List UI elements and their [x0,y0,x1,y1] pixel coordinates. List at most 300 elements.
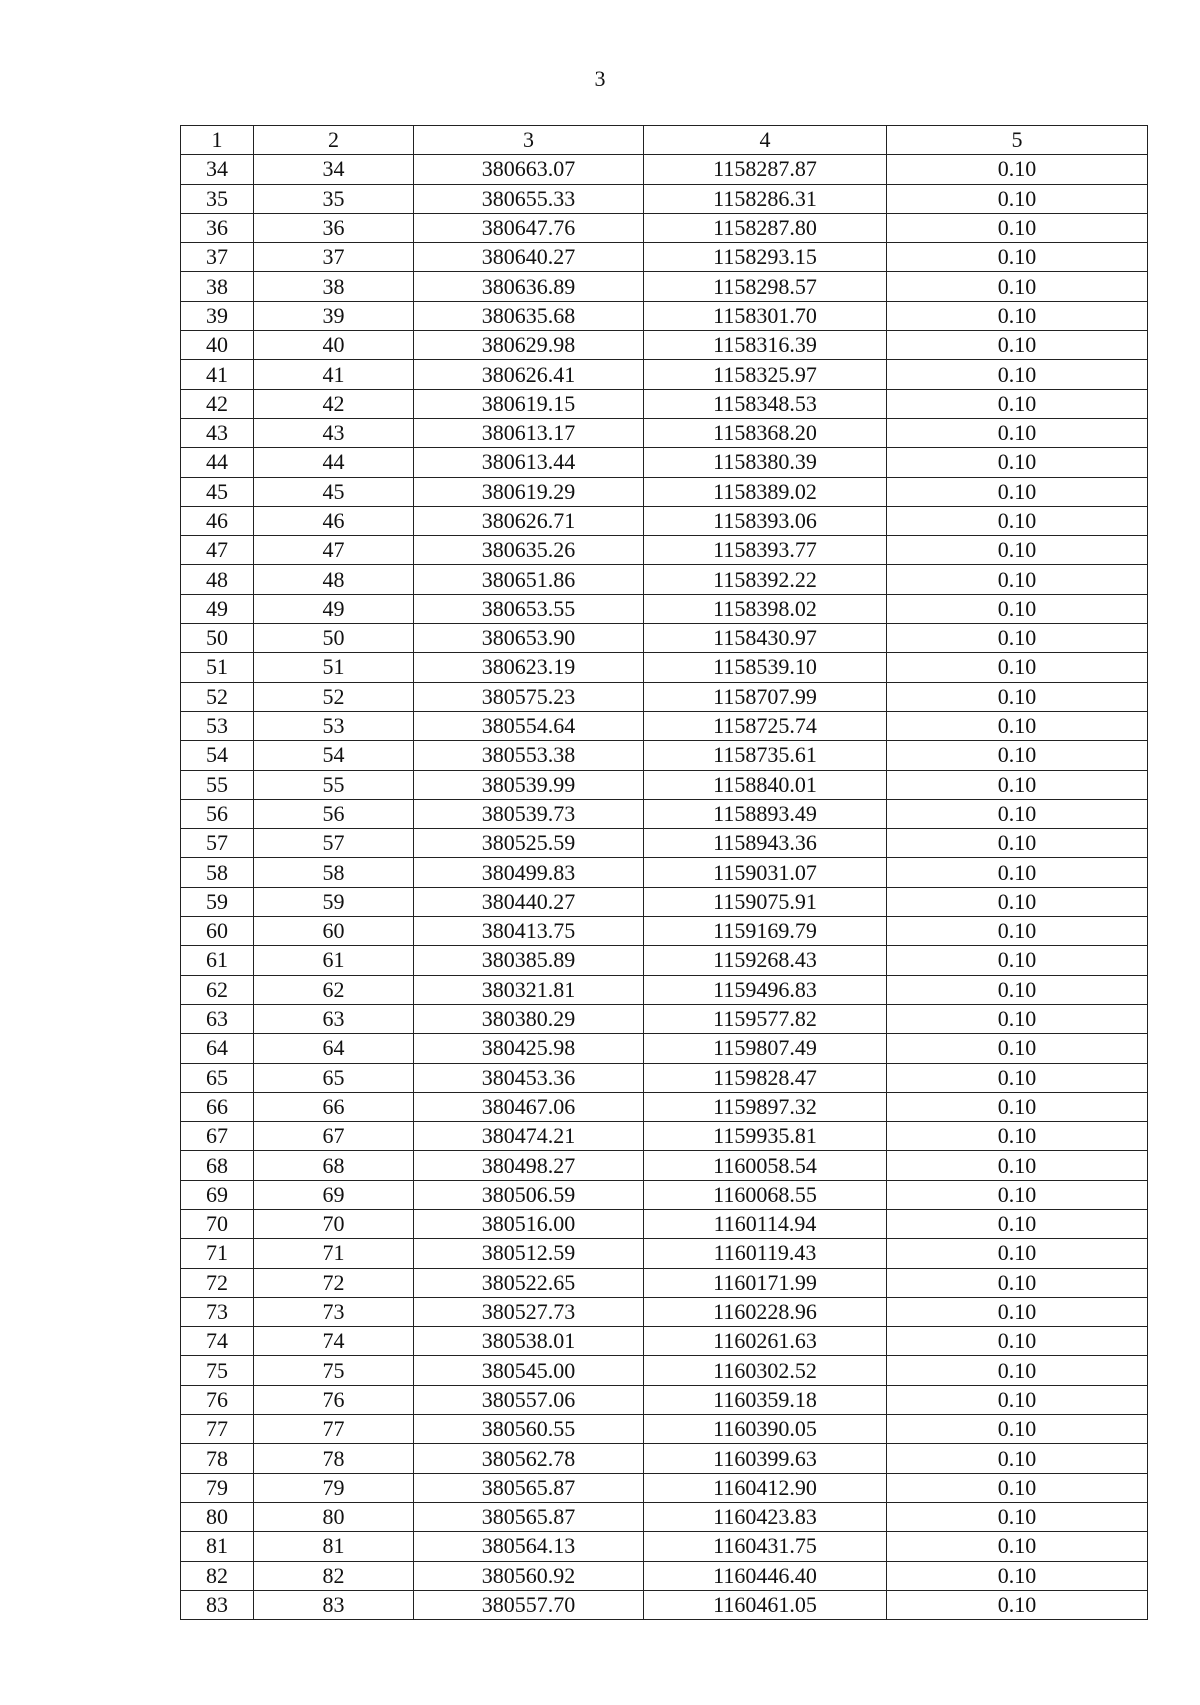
point-number-cell: 67 [181,1122,254,1151]
y-coordinate-cell: 1158725.74 [644,711,887,740]
point-id-cell: 59 [254,887,414,916]
y-coordinate-cell: 1159807.49 [644,1034,887,1063]
accuracy-cell: 0.10 [887,1063,1148,1092]
table-row [181,741,1148,770]
y-coordinate-cell: 1159577.82 [644,1004,887,1033]
x-coordinate-cell: 380636.89 [414,272,644,301]
table-row [181,1444,1148,1473]
point-number-cell: 35 [181,184,254,213]
table-row [181,506,1148,535]
x-coordinate-cell: 380626.41 [414,360,644,389]
point-id-cell: 65 [254,1063,414,1092]
accuracy-cell: 0.10 [887,565,1148,594]
table-row [181,887,1148,916]
y-coordinate-cell: 1160068.55 [644,1180,887,1209]
table-row [181,1151,1148,1180]
point-id-cell: 52 [254,682,414,711]
point-number-cell: 61 [181,946,254,975]
y-coordinate-cell: 1160058.54 [644,1151,887,1180]
accuracy-cell: 0.10 [887,1034,1148,1063]
x-coordinate-cell: 380474.21 [414,1122,644,1151]
accuracy-cell: 0.10 [887,1268,1148,1297]
y-coordinate-cell: 1160228.96 [644,1297,887,1326]
accuracy-cell: 0.10 [887,887,1148,916]
point-id-cell: 54 [254,741,414,770]
header-cell-col-1: 1 [181,126,254,155]
table-row [181,799,1148,828]
accuracy-cell: 0.10 [887,272,1148,301]
point-id-cell: 74 [254,1327,414,1356]
x-coordinate-cell: 380564.13 [414,1532,644,1561]
x-coordinate-cell: 380640.27 [414,243,644,272]
point-number-cell: 54 [181,741,254,770]
point-number-cell: 73 [181,1297,254,1326]
x-coordinate-cell: 380557.06 [414,1385,644,1414]
point-id-cell: 51 [254,653,414,682]
accuracy-cell: 0.10 [887,1004,1148,1033]
y-coordinate-cell: 1158298.57 [644,272,887,301]
point-number-cell: 68 [181,1151,254,1180]
table-row [181,213,1148,242]
point-id-cell: 81 [254,1532,414,1561]
accuracy-cell: 0.10 [887,448,1148,477]
header-cell-col-3: 3 [414,126,644,155]
y-coordinate-cell: 1158707.99 [644,682,887,711]
y-coordinate-cell: 1158392.22 [644,565,887,594]
y-coordinate-cell: 1158943.36 [644,829,887,858]
x-coordinate-cell: 380562.78 [414,1444,644,1473]
point-id-cell: 71 [254,1239,414,1268]
point-number-cell: 50 [181,624,254,653]
accuracy-cell: 0.10 [887,418,1148,447]
accuracy-cell: 0.10 [887,799,1148,828]
table-row [181,565,1148,594]
table-row [181,1327,1148,1356]
point-id-cell: 55 [254,770,414,799]
table-row [181,1092,1148,1121]
point-number-cell: 55 [181,770,254,799]
point-number-cell: 81 [181,1532,254,1561]
x-coordinate-cell: 380525.59 [414,829,644,858]
x-coordinate-cell: 380619.15 [414,389,644,418]
point-number-cell: 43 [181,418,254,447]
x-coordinate-cell: 380516.00 [414,1209,644,1238]
point-number-cell: 41 [181,360,254,389]
table-row [181,829,1148,858]
table-row [181,682,1148,711]
table-row [181,594,1148,623]
header-cell-col-4: 4 [644,126,887,155]
accuracy-cell: 0.10 [887,1092,1148,1121]
x-coordinate-cell: 380440.27 [414,887,644,916]
header-row [181,126,1148,155]
x-coordinate-cell: 380385.89 [414,946,644,975]
y-coordinate-cell: 1159169.79 [644,917,887,946]
table-row [181,1532,1148,1561]
table-row [181,477,1148,506]
point-id-cell: 78 [254,1444,414,1473]
table-row [181,1268,1148,1297]
y-coordinate-cell: 1158840.01 [644,770,887,799]
y-coordinate-cell: 1160446.40 [644,1561,887,1590]
x-coordinate-cell: 380651.86 [414,565,644,594]
point-id-cell: 80 [254,1502,414,1531]
x-coordinate-cell: 380653.90 [414,624,644,653]
y-coordinate-cell: 1158293.15 [644,243,887,272]
table-row [181,770,1148,799]
y-coordinate-cell: 1158325.97 [644,360,887,389]
point-id-cell: 50 [254,624,414,653]
accuracy-cell: 0.10 [887,1502,1148,1531]
accuracy-cell: 0.10 [887,360,1148,389]
table-row [181,1180,1148,1209]
table-row [181,536,1148,565]
y-coordinate-cell: 1160114.94 [644,1209,887,1238]
x-coordinate-cell: 380623.19 [414,653,644,682]
table-row [181,1209,1148,1238]
accuracy-cell: 0.10 [887,184,1148,213]
accuracy-cell: 0.10 [887,1180,1148,1209]
page-number: 3 [594,66,606,91]
y-coordinate-cell: 1159268.43 [644,946,887,975]
point-id-cell: 37 [254,243,414,272]
x-coordinate-cell: 380554.64 [414,711,644,740]
table-row [181,711,1148,740]
y-coordinate-cell: 1158287.87 [644,155,887,184]
x-coordinate-cell: 380575.23 [414,682,644,711]
x-coordinate-cell: 380629.98 [414,331,644,360]
point-id-cell: 43 [254,418,414,447]
coordinates-table [180,125,1148,1620]
accuracy-cell: 0.10 [887,1561,1148,1590]
table-row [181,624,1148,653]
x-coordinate-cell: 380539.99 [414,770,644,799]
point-number-cell: 40 [181,331,254,360]
point-number-cell: 65 [181,1063,254,1092]
accuracy-cell: 0.10 [887,653,1148,682]
x-coordinate-cell: 380499.83 [414,858,644,887]
point-number-cell: 39 [181,301,254,330]
table-row [181,1590,1148,1619]
table-row [181,1415,1148,1444]
point-number-cell: 62 [181,975,254,1004]
point-id-cell: 48 [254,565,414,594]
x-coordinate-cell: 380498.27 [414,1151,644,1180]
point-id-cell: 72 [254,1268,414,1297]
y-coordinate-cell: 1158389.02 [644,477,887,506]
point-id-cell: 70 [254,1209,414,1238]
header-cell-col-5: 5 [887,126,1148,155]
x-coordinate-cell: 380539.73 [414,799,644,828]
x-coordinate-cell: 380635.68 [414,301,644,330]
point-id-cell: 60 [254,917,414,946]
point-number-cell: 64 [181,1034,254,1063]
point-id-cell: 49 [254,594,414,623]
point-number-cell: 49 [181,594,254,623]
point-id-cell: 44 [254,448,414,477]
table-row [181,1239,1148,1268]
point-number-cell: 37 [181,243,254,272]
point-id-cell: 82 [254,1561,414,1590]
accuracy-cell: 0.10 [887,917,1148,946]
point-number-cell: 38 [181,272,254,301]
x-coordinate-cell: 380522.65 [414,1268,644,1297]
point-id-cell: 69 [254,1180,414,1209]
point-number-cell: 70 [181,1209,254,1238]
point-id-cell: 75 [254,1356,414,1385]
table-row [181,1034,1148,1063]
x-coordinate-cell: 380380.29 [414,1004,644,1033]
y-coordinate-cell: 1158286.31 [644,184,887,213]
table-row [181,946,1148,975]
point-number-cell: 72 [181,1268,254,1297]
table-row [181,155,1148,184]
accuracy-cell: 0.10 [887,858,1148,887]
table-row [181,1004,1148,1033]
x-coordinate-cell: 380512.59 [414,1239,644,1268]
table-row [181,653,1148,682]
point-id-cell: 57 [254,829,414,858]
point-id-cell: 62 [254,975,414,1004]
point-id-cell: 38 [254,272,414,301]
accuracy-cell: 0.10 [887,243,1148,272]
y-coordinate-cell: 1160119.43 [644,1239,887,1268]
y-coordinate-cell: 1159828.47 [644,1063,887,1092]
table-row [181,1063,1148,1092]
point-id-cell: 64 [254,1034,414,1063]
table-row [181,331,1148,360]
point-number-cell: 69 [181,1180,254,1209]
y-coordinate-cell: 1160390.05 [644,1415,887,1444]
header-cell-col-2: 2 [254,126,414,155]
y-coordinate-cell: 1158393.77 [644,536,887,565]
x-coordinate-cell: 380506.59 [414,1180,644,1209]
table-row [181,389,1148,418]
point-number-cell: 36 [181,213,254,242]
accuracy-cell: 0.10 [887,331,1148,360]
y-coordinate-cell: 1160171.99 [644,1268,887,1297]
table-row [181,1502,1148,1531]
accuracy-cell: 0.10 [887,1151,1148,1180]
y-coordinate-cell: 1159935.81 [644,1122,887,1151]
y-coordinate-cell: 1159897.32 [644,1092,887,1121]
point-id-cell: 68 [254,1151,414,1180]
point-number-cell: 63 [181,1004,254,1033]
point-number-cell: 77 [181,1415,254,1444]
table-row [181,418,1148,447]
accuracy-cell: 0.10 [887,1122,1148,1151]
x-coordinate-cell: 380538.01 [414,1327,644,1356]
point-id-cell: 46 [254,506,414,535]
x-coordinate-cell: 380565.87 [414,1502,644,1531]
accuracy-cell: 0.10 [887,536,1148,565]
point-id-cell: 66 [254,1092,414,1121]
accuracy-cell: 0.10 [887,301,1148,330]
accuracy-cell: 0.10 [887,829,1148,858]
point-id-cell: 53 [254,711,414,740]
accuracy-cell: 0.10 [887,213,1148,242]
x-coordinate-cell: 380425.98 [414,1034,644,1063]
accuracy-cell: 0.10 [887,741,1148,770]
x-coordinate-cell: 380545.00 [414,1356,644,1385]
table-row [181,1385,1148,1414]
accuracy-cell: 0.10 [887,1239,1148,1268]
point-number-cell: 78 [181,1444,254,1473]
table-row [181,1297,1148,1326]
point-id-cell: 39 [254,301,414,330]
x-coordinate-cell: 380413.75 [414,917,644,946]
accuracy-cell: 0.10 [887,1532,1148,1561]
y-coordinate-cell: 1160412.90 [644,1473,887,1502]
table-row [181,301,1148,330]
point-id-cell: 58 [254,858,414,887]
point-number-cell: 66 [181,1092,254,1121]
accuracy-cell: 0.10 [887,975,1148,1004]
point-number-cell: 46 [181,506,254,535]
point-id-cell: 76 [254,1385,414,1414]
table-row [181,272,1148,301]
table-row [181,1561,1148,1590]
x-coordinate-cell: 380453.36 [414,1063,644,1092]
x-coordinate-cell: 380613.44 [414,448,644,477]
point-id-cell: 35 [254,184,414,213]
table-row [181,1473,1148,1502]
point-id-cell: 40 [254,331,414,360]
x-coordinate-cell: 380321.81 [414,975,644,1004]
accuracy-cell: 0.10 [887,1385,1148,1414]
x-coordinate-cell: 380663.07 [414,155,644,184]
point-number-cell: 56 [181,799,254,828]
y-coordinate-cell: 1159075.91 [644,887,887,916]
point-id-cell: 67 [254,1122,414,1151]
accuracy-cell: 0.10 [887,1209,1148,1238]
point-number-cell: 57 [181,829,254,858]
x-coordinate-cell: 380557.70 [414,1590,644,1619]
point-number-cell: 59 [181,887,254,916]
x-coordinate-cell: 380527.73 [414,1297,644,1326]
table-row [181,858,1148,887]
point-number-cell: 58 [181,858,254,887]
point-number-cell: 79 [181,1473,254,1502]
accuracy-cell: 0.10 [887,1327,1148,1356]
x-coordinate-cell: 380655.33 [414,184,644,213]
point-number-cell: 83 [181,1590,254,1619]
y-coordinate-cell: 1158301.70 [644,301,887,330]
point-number-cell: 71 [181,1239,254,1268]
point-id-cell: 45 [254,477,414,506]
y-coordinate-cell: 1160399.63 [644,1444,887,1473]
point-number-cell: 34 [181,155,254,184]
y-coordinate-cell: 1160261.63 [644,1327,887,1356]
accuracy-cell: 0.10 [887,1473,1148,1502]
point-id-cell: 77 [254,1415,414,1444]
accuracy-cell: 0.10 [887,711,1148,740]
point-id-cell: 56 [254,799,414,828]
x-coordinate-cell: 380560.55 [414,1415,644,1444]
y-coordinate-cell: 1158735.61 [644,741,887,770]
y-coordinate-cell: 1160302.52 [644,1356,887,1385]
point-number-cell: 51 [181,653,254,682]
x-coordinate-cell: 380565.87 [414,1473,644,1502]
table-row [181,1356,1148,1385]
y-coordinate-cell: 1158316.39 [644,331,887,360]
point-id-cell: 61 [254,946,414,975]
y-coordinate-cell: 1160359.18 [644,1385,887,1414]
point-number-cell: 48 [181,565,254,594]
table-row [181,917,1148,946]
accuracy-cell: 0.10 [887,477,1148,506]
point-number-cell: 47 [181,536,254,565]
accuracy-cell: 0.10 [887,389,1148,418]
x-coordinate-cell: 380560.92 [414,1561,644,1590]
y-coordinate-cell: 1158393.06 [644,506,887,535]
x-coordinate-cell: 380613.17 [414,418,644,447]
x-coordinate-cell: 380619.29 [414,477,644,506]
table-header [181,126,1148,155]
accuracy-cell: 0.10 [887,1590,1148,1619]
accuracy-cell: 0.10 [887,506,1148,535]
y-coordinate-cell: 1158430.97 [644,624,887,653]
y-coordinate-cell: 1160431.75 [644,1532,887,1561]
x-coordinate-cell: 380626.71 [414,506,644,535]
y-coordinate-cell: 1158348.53 [644,389,887,418]
y-coordinate-cell: 1158398.02 [644,594,887,623]
accuracy-cell: 0.10 [887,1297,1148,1326]
point-id-cell: 41 [254,360,414,389]
accuracy-cell: 0.10 [887,1444,1148,1473]
y-coordinate-cell: 1160423.83 [644,1502,887,1531]
point-number-cell: 60 [181,917,254,946]
y-coordinate-cell: 1160461.05 [644,1590,887,1619]
accuracy-cell: 0.10 [887,594,1148,623]
point-number-cell: 74 [181,1327,254,1356]
point-id-cell: 73 [254,1297,414,1326]
y-coordinate-cell: 1158380.39 [644,448,887,477]
point-number-cell: 80 [181,1502,254,1531]
point-id-cell: 79 [254,1473,414,1502]
accuracy-cell: 0.10 [887,1356,1148,1385]
point-id-cell: 34 [254,155,414,184]
point-number-cell: 82 [181,1561,254,1590]
accuracy-cell: 0.10 [887,1415,1148,1444]
point-id-cell: 63 [254,1004,414,1033]
point-number-cell: 44 [181,448,254,477]
accuracy-cell: 0.10 [887,155,1148,184]
table-row [181,360,1148,389]
x-coordinate-cell: 380467.06 [414,1092,644,1121]
table-row [181,448,1148,477]
y-coordinate-cell: 1158287.80 [644,213,887,242]
table-row [181,243,1148,272]
table-body [181,155,1148,1620]
point-number-cell: 45 [181,477,254,506]
y-coordinate-cell: 1158893.49 [644,799,887,828]
point-number-cell: 75 [181,1356,254,1385]
x-coordinate-cell: 380647.76 [414,213,644,242]
accuracy-cell: 0.10 [887,946,1148,975]
accuracy-cell: 0.10 [887,624,1148,653]
point-id-cell: 42 [254,389,414,418]
accuracy-cell: 0.10 [887,682,1148,711]
table-row [181,1122,1148,1151]
x-coordinate-cell: 380553.38 [414,741,644,770]
table-row [181,975,1148,1004]
point-number-cell: 76 [181,1385,254,1414]
point-number-cell: 52 [181,682,254,711]
y-coordinate-cell: 1158539.10 [644,653,887,682]
point-number-cell: 53 [181,711,254,740]
point-id-cell: 36 [254,213,414,242]
